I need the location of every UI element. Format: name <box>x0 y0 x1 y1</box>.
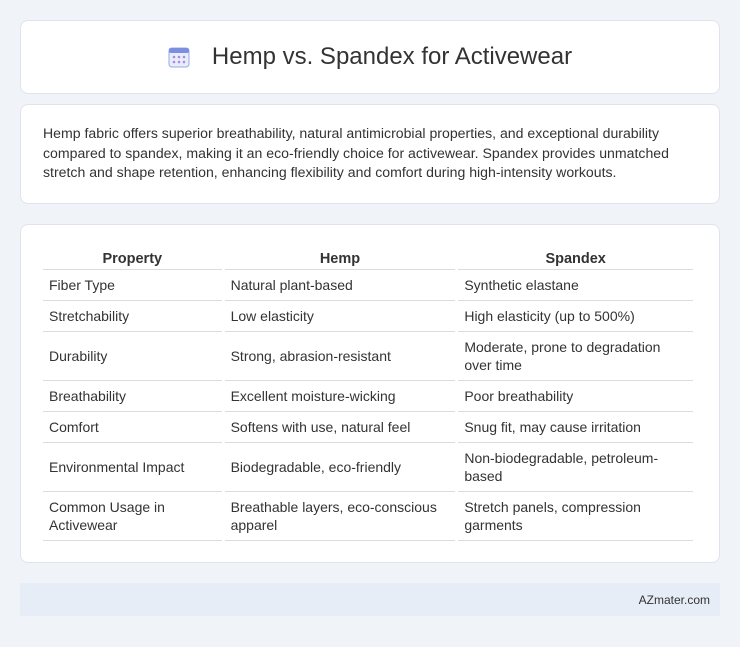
hemp-cell: Natural plant-based <box>225 270 456 301</box>
hemp-cell: Strong, abrasion-resistant <box>225 332 456 381</box>
spandex-cell: Poor breathability <box>458 381 693 412</box>
column-header-hemp: Hemp <box>225 246 456 270</box>
property-cell: Environmental Impact <box>43 443 222 492</box>
spandex-cell: Non-biodegradable, petroleum-based <box>458 443 693 492</box>
spandex-cell: Moderate, prone to degradation over time <box>458 332 693 381</box>
footer-site-label: AZmater.com <box>638 592 710 607</box>
property-cell: Fiber Type <box>43 270 222 301</box>
calendar-grid-icon <box>168 46 190 68</box>
comparison-table <box>40 246 696 541</box>
hemp-cell: Breathable layers, eco-conscious apparel <box>225 492 456 541</box>
property-cell: Comfort <box>43 412 222 443</box>
table-row <box>43 412 693 443</box>
column-header-spandex: Spandex <box>458 246 693 270</box>
hemp-cell: Excellent moisture-wicking <box>225 381 456 412</box>
spandex-cell: Stretch panels, compression garments <box>458 492 693 541</box>
table-row <box>43 443 693 492</box>
page-title: Hemp vs. Spandex for Activewear <box>211 43 573 70</box>
table-row <box>43 381 693 412</box>
property-cell: Common Usage in Activewear <box>43 492 222 541</box>
spandex-cell: Synthetic elastane <box>458 270 693 301</box>
table-row <box>43 492 693 541</box>
hemp-cell: Low elasticity <box>225 301 456 332</box>
footer-bar <box>20 583 720 616</box>
property-cell: Breathability <box>43 381 222 412</box>
title-card <box>20 20 720 94</box>
hemp-cell: Softens with use, natural feel <box>225 412 456 443</box>
comparison-table-card <box>20 224 720 563</box>
spandex-cell: High elasticity (up to 500%) <box>458 301 693 332</box>
column-header-property: Property <box>43 246 222 270</box>
spandex-cell: Snug fit, may cause irritation <box>458 412 693 443</box>
table-header-row <box>43 246 693 270</box>
table-row <box>43 301 693 332</box>
summary-text: Hemp fabric offers superior breathability, natural antimicrobial properties, and exceptional durability compared to spandex, making it an eco-friendly choice for activewear. Spandex provides unmatched stretch and shape retention, enhancing flexibility and comfort during high-intensity workouts. <box>43 125 669 181</box>
property-cell: Durability <box>43 332 222 381</box>
summary-card <box>20 104 720 204</box>
property-cell: Stretchability <box>43 301 222 332</box>
hemp-cell: Biodegradable, eco-friendly <box>225 443 456 492</box>
table-row <box>43 270 693 301</box>
table-row <box>43 332 693 381</box>
